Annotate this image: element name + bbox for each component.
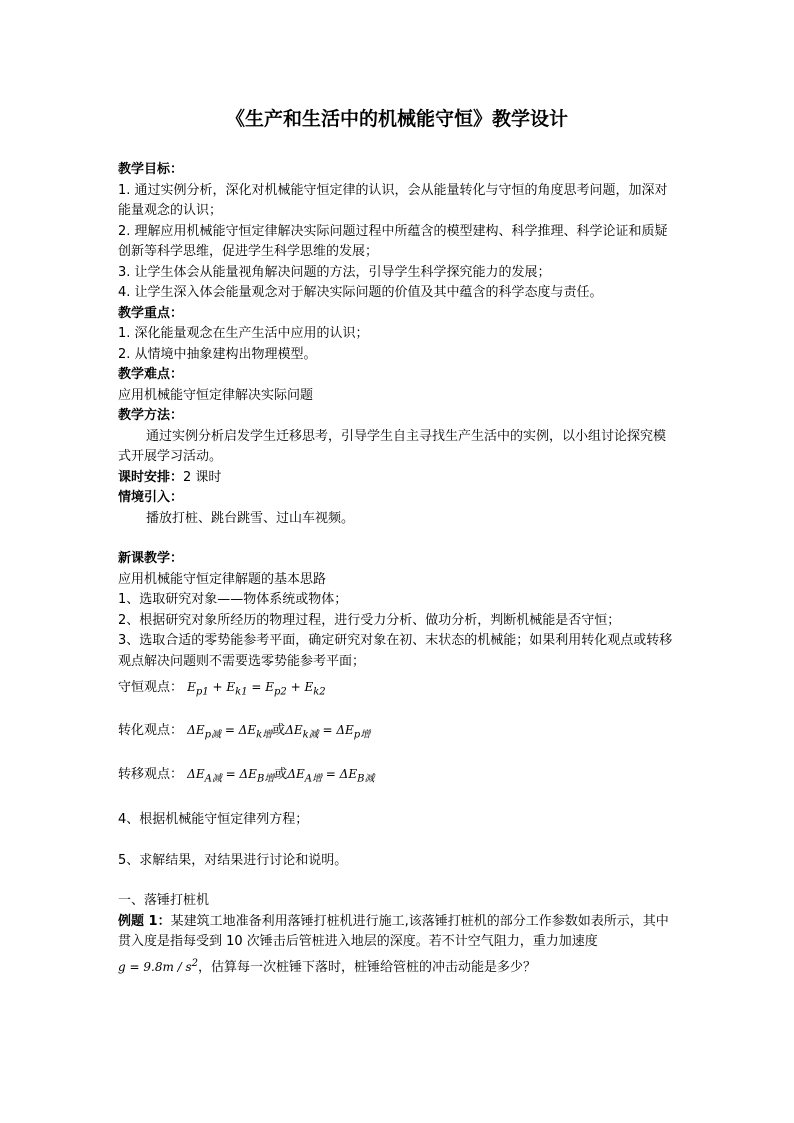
key-point-item: 1. 深化能量观念在生产生活中应用的认识； bbox=[118, 326, 369, 341]
transfer-or: 或 bbox=[274, 766, 288, 782]
transfer-formula bbox=[118, 763, 678, 790]
conversion-formula bbox=[118, 719, 678, 746]
difficulties-text: 应用机械能守恒定律解决实际问题 bbox=[118, 387, 314, 403]
transfer-equation-1: $\Delta E_{A减} = \Delta E_{B增}$ bbox=[187, 766, 275, 785]
conversion-label: 转化观点： bbox=[118, 723, 184, 739]
conservation-equation: $E_{p1} + E_{k1} = E_{p2} + E_{k2}$ bbox=[187, 680, 326, 698]
schedule-line bbox=[118, 468, 678, 489]
step-item: 2、根据研究对象所经历的物理过程，进行受力分析、做功分析，判断机械能是否守恒； bbox=[118, 612, 621, 628]
gravity-equation: $g = 9.8m / s^2$ bbox=[118, 957, 199, 974]
step-item: 4、根据机械能守恒定律列方程； bbox=[118, 812, 309, 828]
step-item: 5、求解结果，对结果进行讨论和说明。 bbox=[118, 852, 348, 868]
objective-item: 1. 通过实例分析，深化对机械能守恒定律的认识，会从能量转化与守恒的角度思考问题，加深对能量观念的认识； bbox=[118, 182, 668, 218]
example-text: 某建筑工地准备利用落锤打桩机进行施工,该落锤打桩机的部分工作参数如表所示，其中贯入度是指每受到 10 次锤击后管桩进入地层的深度。若不计空气阻力，重力加速度 bbox=[118, 913, 669, 950]
conversion-or: 或 bbox=[272, 723, 286, 739]
document-title: 《生产和生活中的机械能守恒》教学设计 bbox=[225, 108, 568, 130]
document-body bbox=[118, 160, 678, 979]
objective-item: 4. 让学生深入体会能量观念对于解决实际问题的价值及其中蕴含的科学态度与责任。 bbox=[118, 285, 603, 300]
schedule-heading: 课时安排： bbox=[118, 469, 184, 485]
conversion-equation-1: $\Delta E_{p减} = \Delta E_{k增}$ bbox=[187, 723, 273, 741]
intro-text: 播放打桩、跳台跳雪、过山车视频。 bbox=[146, 510, 355, 526]
difficulties-heading: 教学难点： bbox=[118, 367, 184, 382]
transfer-label: 转移观点： bbox=[118, 766, 184, 782]
objective-item: 3. 让学生体会从能量视角解决问题的方法，引导学生科学探究能力的发展； bbox=[118, 264, 551, 280]
example-paragraph-end bbox=[118, 953, 678, 979]
schedule-value: 2 课时 bbox=[183, 469, 222, 485]
intro-heading: 情境引入： bbox=[118, 490, 184, 505]
key-points-heading: 教学重点： bbox=[118, 305, 184, 321]
example-text-end: ，估算每一次桩锤下落时，桩锤给管桩的冲击动能是多少？ bbox=[198, 959, 537, 975]
transfer-equation-2: $\Delta E_{A增} = \Delta E_{B减}$ bbox=[287, 766, 375, 785]
methods-heading: 教学方法： bbox=[118, 408, 184, 423]
section-heading: 一、落锤打桩机 bbox=[118, 893, 210, 909]
objectives-heading: 教学目标： bbox=[118, 162, 184, 177]
key-point-item: 2. 从情境中抽象建构出物理模型。 bbox=[118, 346, 317, 362]
example-paragraph bbox=[118, 912, 678, 953]
conservation-formula bbox=[118, 676, 678, 703]
conversion-equation-2: $\Delta E_{k减} = \Delta E_{p增}$ bbox=[285, 723, 371, 741]
objective-item: 2. 理解应用机械能守恒定律解决实际问题过程中所蕴含的模型建构、科学推理、科学论证和质疑创新等科学思维，促进学生科学思维的发展； bbox=[118, 223, 668, 259]
new-lesson-subheading: 应用机械能守恒定律解题的基本思路 bbox=[118, 571, 327, 587]
example-label: 例题 1： bbox=[118, 913, 171, 929]
conservation-label: 守恒观点： bbox=[118, 680, 184, 695]
step-item: 3、选取合适的零势能参考平面，确定研究对象在初、末状态的机械能；如果利用转化观点或转移观点解决问题则不需要选零势能参考平面； bbox=[118, 633, 673, 669]
new-lesson-heading: 新课教学： bbox=[118, 551, 184, 566]
methods-text: 通过实例分析启发学生迁移思考，引导学生自主寻找生产生活中的实例，以小组讨论探究模式开展学习活动。 bbox=[118, 428, 667, 464]
step-item: 1、选取研究对象——物体系统或物体； bbox=[118, 592, 348, 607]
